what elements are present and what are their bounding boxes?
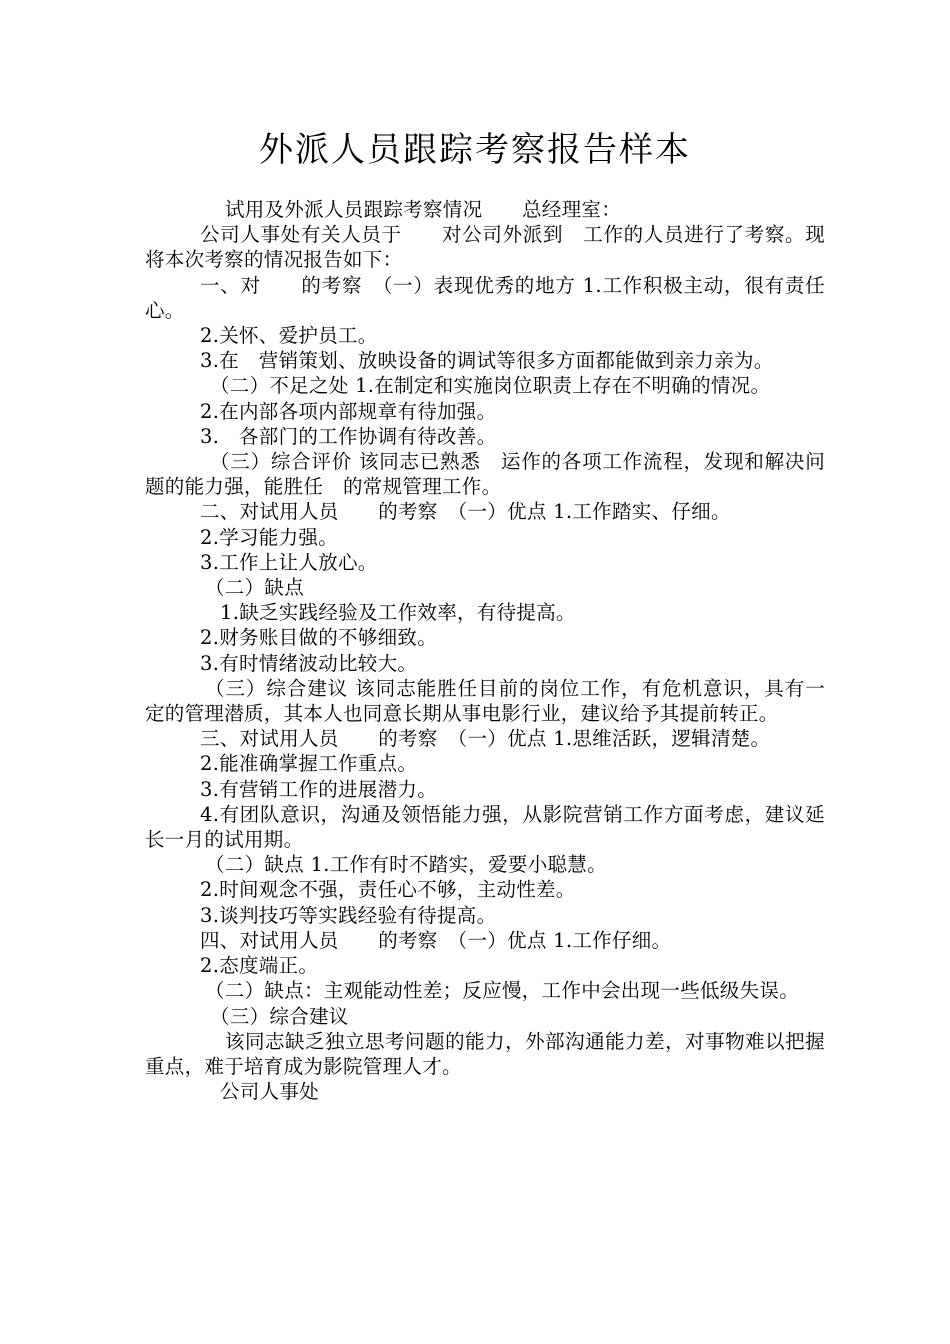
- paragraph: （二）缺点：主观能动性差；反应慢，工作中会出现一些低级失误。: [205, 979, 800, 1003]
- paragraph-section-4: 四、对试用人员 的考察 （一）优点 1.工作仔细。: [200, 928, 672, 952]
- paragraph: 2.关怀、爱护员工。: [200, 324, 378, 348]
- paragraph-section-3: 三、对试用人员 的考察 （一）优点 1.思维活跃，逻辑清楚。: [200, 727, 771, 751]
- paragraph: 2.时间观念不强，责任心不够，主动性差。: [200, 878, 576, 902]
- paragraph: 3.谈判技巧等实践经验有待提高。: [200, 903, 497, 927]
- paragraph-signature: 公司人事处: [220, 1080, 320, 1104]
- paragraph: 2.能准确掌握工作重点。: [200, 752, 418, 776]
- paragraph: 4.有团队意识，沟通及领悟能力强，从影院营销工作方面考虑，建议延长一月的试用期。: [145, 802, 825, 852]
- paragraph: （二）不足之处 1.在制定和实施岗位职责上存在不明确的情况。: [210, 374, 771, 398]
- document-title: 外派人员跟踪考察报告样本: [259, 130, 691, 170]
- paragraph: 3.在 营销策划、放映设备的调试等很多方面都能做到亲力亲为。: [200, 349, 774, 373]
- paragraph: 2.态度端正。: [200, 954, 319, 978]
- paragraph: 3. 各部门的工作协调有待改善。: [200, 424, 497, 448]
- paragraph-addressee: 试用及外派人员跟踪考察情况 总经理室：: [225, 198, 622, 221]
- paragraph: 2.学习能力强。: [200, 525, 339, 549]
- paragraph: （三）综合建议 该同志能胜任目前的岗位工作，有危机意识，具有一定的管理潜质，其本人也同意长期从事电影行业，建议给予其提前转正。: [145, 676, 825, 726]
- paragraph: 1.缺乏实践经验及工作效率，有待提高。: [220, 601, 576, 625]
- paragraph: 3.有时情绪波动比较大。: [200, 651, 418, 675]
- paragraph: 该同志缺乏独立思考问题的能力，外部沟通能力差，对事物难以把握重点，难于培育成为影院管理人才。: [145, 1029, 825, 1078]
- paragraph: 3.工作上让人放心。: [200, 550, 378, 574]
- paragraph: （二）缺点 1.工作有时不踏实，爱要小聪慧。: [205, 853, 607, 877]
- paragraph-section-1: 一、对 的考察 （一）表现优秀的地方 1.工作积极主动，很有责任心。: [145, 273, 825, 322]
- paragraph: （二）缺点: [205, 576, 305, 600]
- paragraph: 3.有营销工作的进展潜力。: [200, 777, 438, 801]
- paragraph-section-2: 二、对试用人员 的考察 （一）优点 1.工作踏实、仔细。: [200, 500, 731, 524]
- paragraph: （三）综合建议: [210, 1004, 349, 1028]
- paragraph: （三）综合评价 该同志已熟悉 运作的各项工作流程，发现和解决问题的能力强，能胜任 的常规管理工作。: [145, 450, 825, 499]
- paragraph-intro: 公司人事处有关人员于 对公司外派到 工作的人员进行了考察。现将本次考察的情况报告如下：: [145, 223, 825, 272]
- paragraph: 2.财务账目做的不够细致。: [200, 626, 438, 650]
- document-body: [145, 197, 825, 1104]
- paragraph: 2.在内部各项内部规章有待加强。: [200, 399, 497, 423]
